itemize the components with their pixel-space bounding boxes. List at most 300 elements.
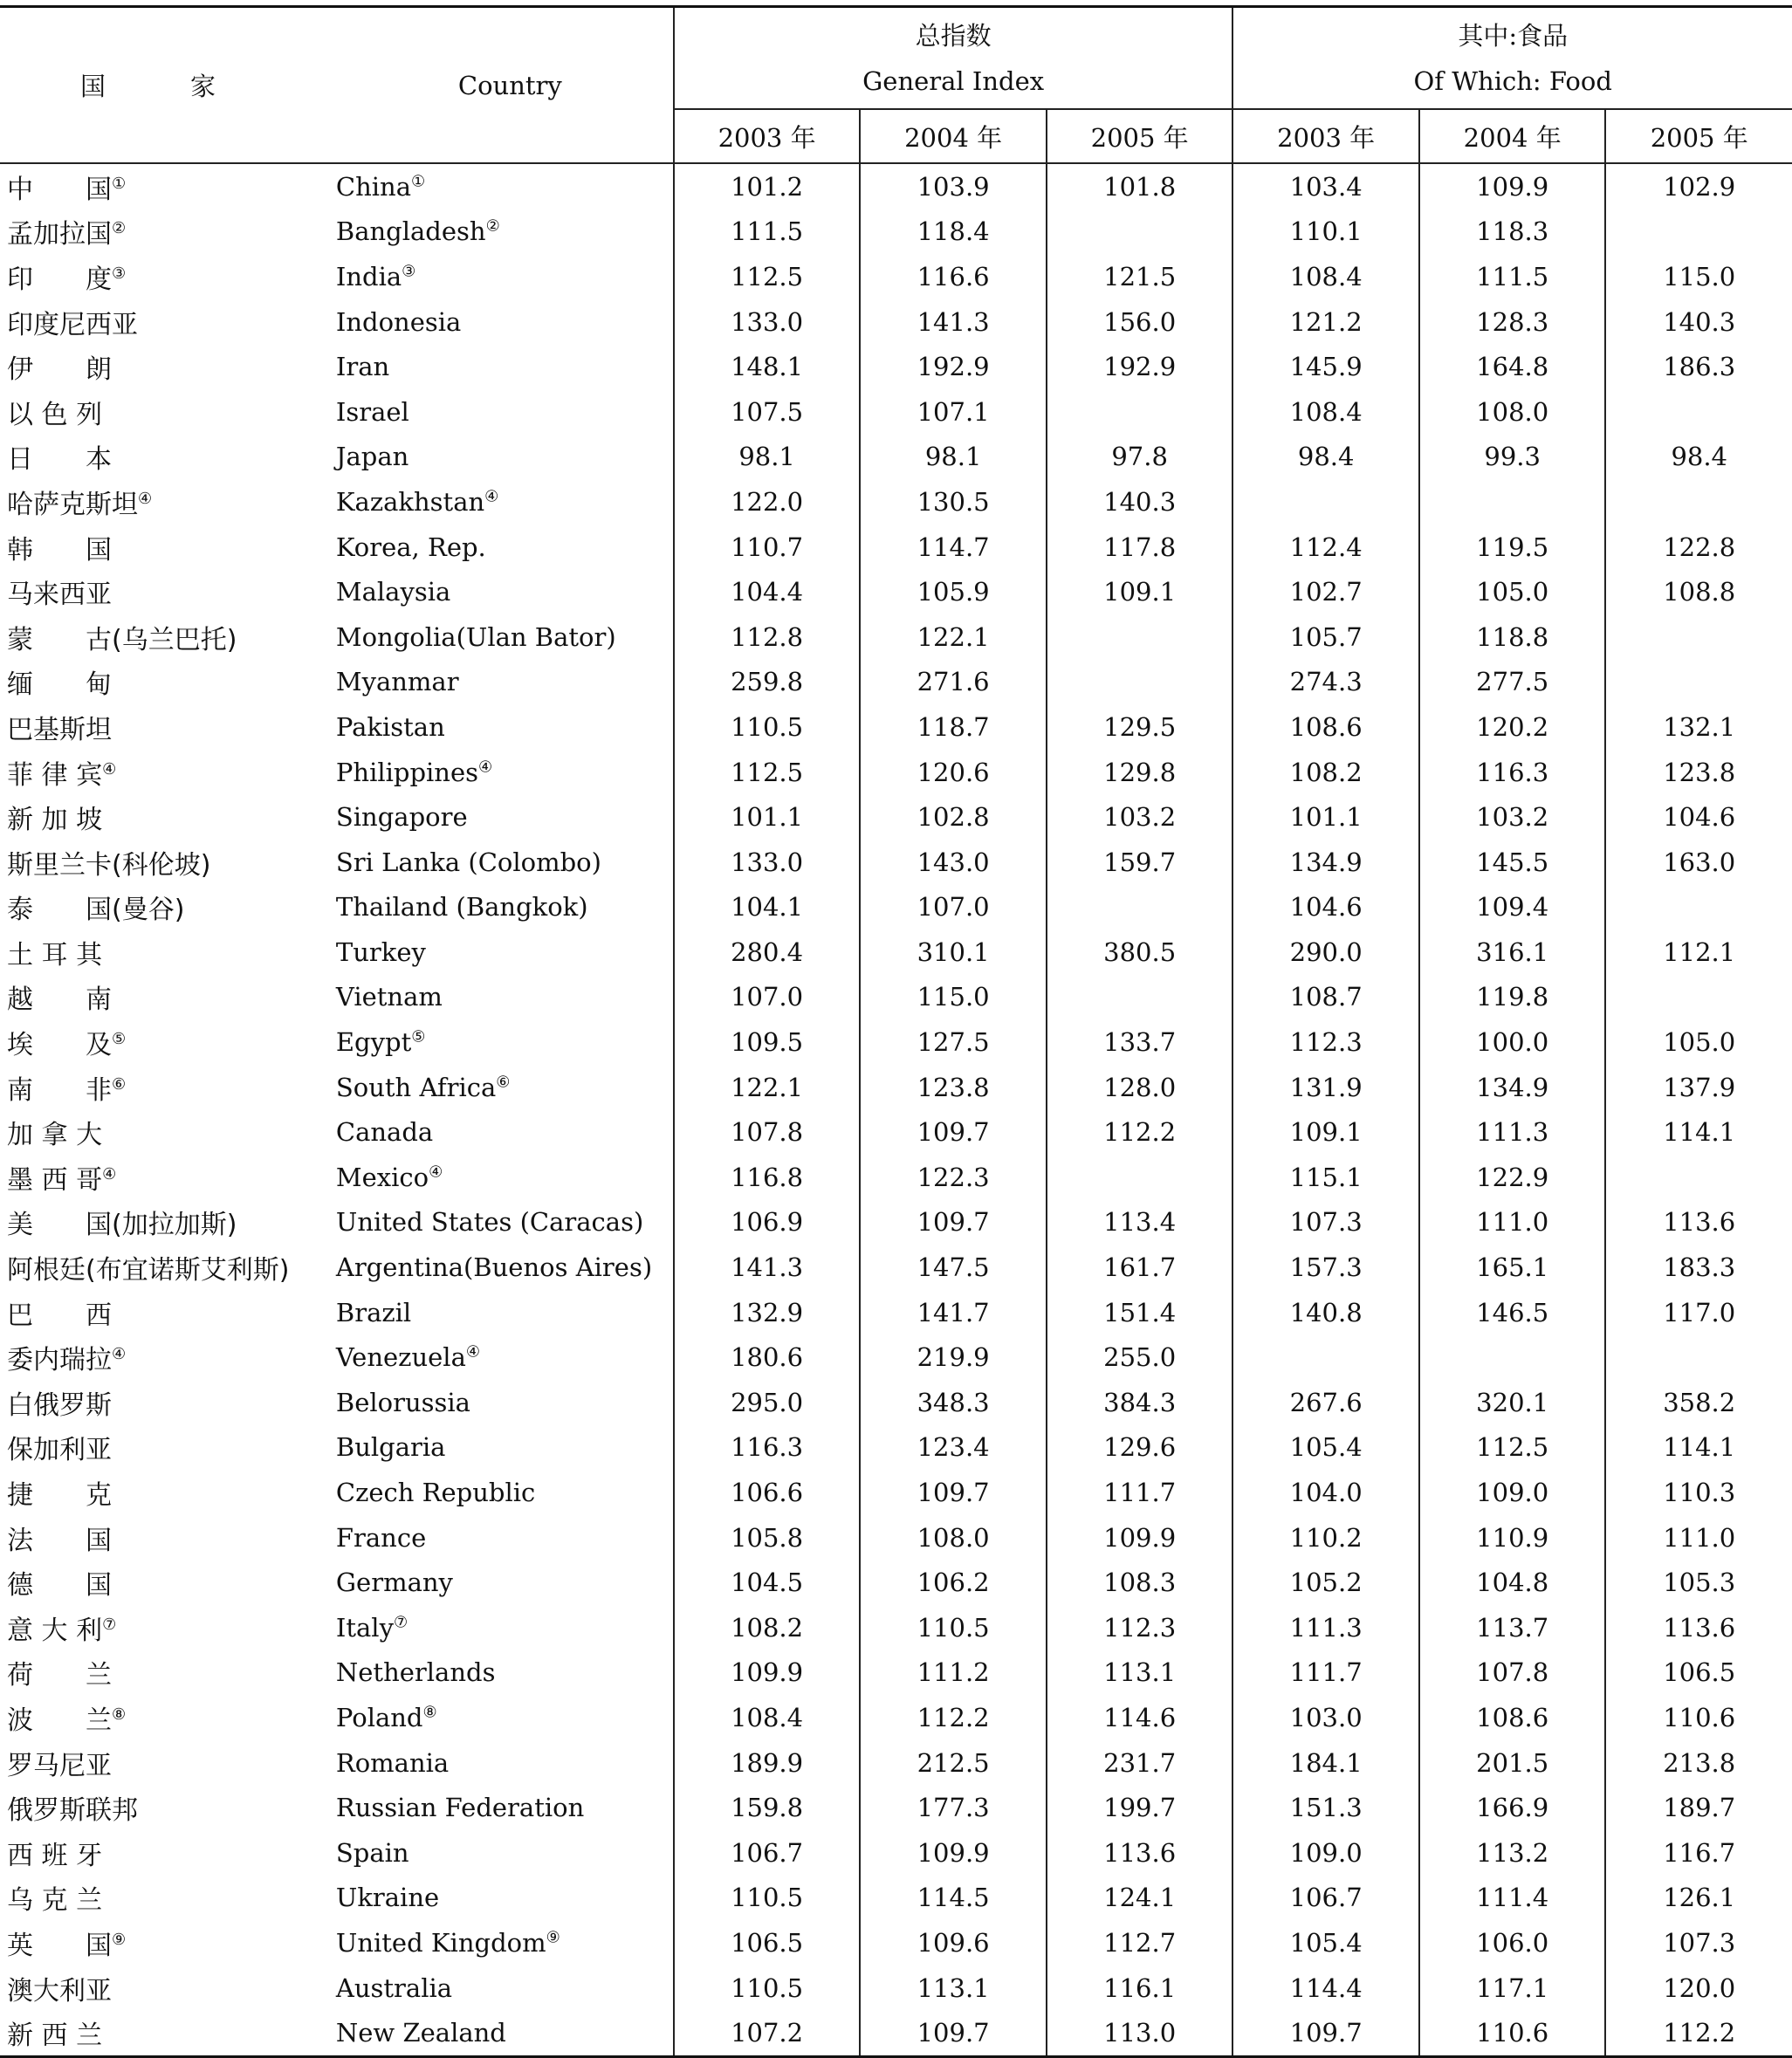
food-index-value: 111.7 xyxy=(1232,1650,1419,1696)
food-index-value: 113.6 xyxy=(1605,1605,1792,1650)
general-index-value: 118.7 xyxy=(860,704,1047,750)
general-index-value: 114.7 xyxy=(860,525,1047,570)
table-row xyxy=(0,930,1792,975)
food-index-value: 108.2 xyxy=(1232,750,1419,795)
general-index-value: 106.2 xyxy=(860,1560,1047,1605)
general-index-value: 111.7 xyxy=(1047,1470,1233,1515)
general-index-value: 107.1 xyxy=(860,389,1047,435)
general-index-value: 124.1 xyxy=(1047,1876,1233,1921)
country-name-cn xyxy=(0,704,326,750)
country-name-cn xyxy=(0,1650,326,1696)
general-index-value: 192.9 xyxy=(860,344,1047,389)
country-name-en-text: Romania xyxy=(335,1747,450,1778)
country-name-cn xyxy=(0,1605,326,1650)
food-index-value: 201.5 xyxy=(1419,1740,1606,1786)
country-name-cn xyxy=(0,1155,326,1200)
general-index-value: 110.7 xyxy=(674,525,861,570)
general-index-value: 280.4 xyxy=(674,930,861,975)
food-index-value: 151.3 xyxy=(1232,1785,1419,1830)
footnote-marker: ⑨ xyxy=(546,1928,560,1947)
country-name-en xyxy=(326,299,674,345)
footnote-marker: ⑧ xyxy=(422,1703,437,1722)
country-name-en xyxy=(326,1155,674,1200)
table-row xyxy=(0,1560,1792,1605)
general-index-header xyxy=(674,7,1233,110)
food-index-value: 113.2 xyxy=(1419,1830,1606,1876)
general-index-value: 212.5 xyxy=(860,1740,1047,1786)
general-index-value: 103.9 xyxy=(860,163,1047,209)
food-index-value: 145.9 xyxy=(1232,344,1419,389)
general-index-value: 112.7 xyxy=(1047,1920,1233,1965)
general-index-value: 219.9 xyxy=(860,1334,1047,1380)
table-row xyxy=(0,163,1792,209)
general-index-value: 122.0 xyxy=(674,479,861,525)
general-index-value: 97.8 xyxy=(1047,435,1233,480)
general-index-value: 107.2 xyxy=(674,2010,861,2056)
general-index-value: 140.3 xyxy=(1047,479,1233,525)
food-index-value: 131.9 xyxy=(1232,1065,1419,1110)
food-index-value: 137.9 xyxy=(1605,1065,1792,1110)
country-name-en xyxy=(326,569,674,614)
food-index-value: 104.8 xyxy=(1419,1560,1606,1605)
year-header: 2005 年 xyxy=(1605,109,1792,163)
country-name-cn xyxy=(0,1425,326,1471)
general-index-value: 109.7 xyxy=(860,1109,1047,1155)
country-name-en xyxy=(326,479,674,525)
footnote-marker: ④ xyxy=(484,487,499,506)
food-index-value xyxy=(1605,660,1792,705)
country-name-en xyxy=(326,930,674,975)
food-index-value: 109.9 xyxy=(1419,163,1606,209)
food-index-value: 105.3 xyxy=(1605,1560,1792,1605)
country-en-header: Country xyxy=(326,7,674,164)
food-index-value: 105.4 xyxy=(1232,1920,1419,1965)
general-index-value: 133.0 xyxy=(674,299,861,345)
food-index-value: 120.0 xyxy=(1605,1965,1792,2011)
country-name-cn xyxy=(0,1290,326,1335)
food-index-value: 115.1 xyxy=(1232,1155,1419,1200)
food-index-value: 166.9 xyxy=(1419,1785,1606,1830)
country-name-cn-text: 澳大利亚 xyxy=(7,1975,112,2007)
table-row xyxy=(0,885,1792,930)
food-index-value: 122.9 xyxy=(1419,1155,1606,1200)
general-index-value: 109.9 xyxy=(1047,1515,1233,1561)
general-index-value: 116.6 xyxy=(860,254,1047,299)
general-index-value: 151.4 xyxy=(1047,1290,1233,1335)
table-row xyxy=(0,1876,1792,1921)
general-index-value: 143.0 xyxy=(860,840,1047,885)
country-name-cn xyxy=(0,299,326,345)
table-row xyxy=(0,299,1792,345)
country-name-cn xyxy=(0,1695,326,1740)
country-name-cn xyxy=(0,750,326,795)
table-header xyxy=(0,7,1792,164)
general-index-value: 159.7 xyxy=(1047,840,1233,885)
food-index-value: 98.4 xyxy=(1605,435,1792,480)
general-index-value: 108.0 xyxy=(860,1515,1047,1561)
country-name-en-text: Bangladesh xyxy=(335,216,486,247)
country-name-cn-text: 孟加拉国 xyxy=(7,219,112,250)
footnote-marker: ④ xyxy=(102,1164,117,1183)
general-index-value: 156.0 xyxy=(1047,299,1233,345)
food-index-value: 103.4 xyxy=(1232,163,1419,209)
general-index-value: 116.1 xyxy=(1047,1965,1233,2011)
food-index-value: 108.4 xyxy=(1232,389,1419,435)
food-index-value: 115.0 xyxy=(1605,254,1792,299)
country-name-cn-text: 土 耳 其 xyxy=(7,939,103,971)
general-index-value: 113.6 xyxy=(1047,1830,1233,1876)
country-name-cn xyxy=(0,975,326,1020)
food-index-value: 145.5 xyxy=(1419,840,1606,885)
general-index-value: 106.5 xyxy=(674,1920,861,1965)
general-index-value: 112.5 xyxy=(674,254,861,299)
country-name-en xyxy=(326,1695,674,1740)
general-index-value xyxy=(1047,885,1233,930)
country-name-en xyxy=(326,254,674,299)
table-row xyxy=(0,1650,1792,1696)
country-name-en-text: Pakistan xyxy=(335,711,445,742)
table-row xyxy=(0,1334,1792,1380)
general-index-value: 107.0 xyxy=(674,975,861,1020)
food-index-value: 112.2 xyxy=(1605,2010,1792,2056)
footnote-marker: ⑨ xyxy=(112,1930,127,1949)
general-index-value: 310.1 xyxy=(860,930,1047,975)
table-row xyxy=(0,1245,1792,1290)
general-index-value: 141.3 xyxy=(860,299,1047,345)
food-index-value: 106.0 xyxy=(1419,1920,1606,1965)
general-index-value: 107.0 xyxy=(860,885,1047,930)
general-index-value: 111.2 xyxy=(860,1650,1047,1696)
food-index-value: 183.3 xyxy=(1605,1245,1792,1290)
table-row xyxy=(0,525,1792,570)
food-index-value: 114.1 xyxy=(1605,1109,1792,1155)
country-name-cn-text: 西 班 牙 xyxy=(7,1840,103,1871)
country-name-cn xyxy=(0,254,326,299)
food-index-value: 98.4 xyxy=(1232,435,1419,480)
general-index-value: 180.6 xyxy=(674,1334,861,1380)
country-name-cn xyxy=(0,2010,326,2056)
food-index-value: 110.6 xyxy=(1419,2010,1606,2056)
general-index-value: 105.8 xyxy=(674,1515,861,1561)
food-index-value xyxy=(1232,1334,1419,1380)
country-name-en-text: Poland xyxy=(335,1702,423,1732)
country-name-cn-text: 加 拿 大 xyxy=(7,1120,103,1151)
country-name-en xyxy=(326,840,674,885)
food-index-value: 104.6 xyxy=(1232,885,1419,930)
country-name-en-text: India xyxy=(335,261,402,292)
general-index-value: 271.6 xyxy=(860,660,1047,705)
country-name-cn xyxy=(0,614,326,660)
country-name-en-text: Bulgaria xyxy=(335,1432,446,1463)
footnote-marker: ④ xyxy=(112,1345,127,1364)
general-index-value: 121.5 xyxy=(1047,254,1233,299)
country-name-en xyxy=(326,1380,674,1425)
table-row xyxy=(0,209,1792,255)
footnote-marker: ④ xyxy=(102,759,117,779)
country-name-en xyxy=(326,1650,674,1696)
general-index-value: 161.7 xyxy=(1047,1245,1233,1290)
table-row xyxy=(0,1695,1792,1740)
general-index-value: 115.0 xyxy=(860,975,1047,1020)
country-name-en-text: Myanmar xyxy=(335,667,459,697)
country-name-cn-text: 阿根廷(布宜诺斯艾利斯) xyxy=(7,1255,290,1286)
food-index-value: 186.3 xyxy=(1605,344,1792,389)
food-index-value xyxy=(1419,1334,1606,1380)
food-index-value: 112.4 xyxy=(1232,525,1419,570)
food-index-value: 316.1 xyxy=(1419,930,1606,975)
general-index-value: 110.5 xyxy=(860,1605,1047,1650)
food-index-value: 277.5 xyxy=(1419,660,1606,705)
general-index-value: 104.4 xyxy=(674,569,861,614)
footnote-marker: ① xyxy=(112,174,127,193)
country-name-cn-text: 蒙 古(乌兰巴托) xyxy=(7,624,237,655)
food-index-value: 111.0 xyxy=(1605,1515,1792,1561)
general-index-value: 107.8 xyxy=(674,1109,861,1155)
general-index-value: 109.7 xyxy=(860,1470,1047,1515)
food-index-value: 109.4 xyxy=(1419,885,1606,930)
table-row xyxy=(0,1740,1792,1786)
country-name-en xyxy=(326,344,674,389)
table-row xyxy=(0,344,1792,389)
footnote-marker: ④ xyxy=(465,1342,480,1362)
general-index-value: 120.6 xyxy=(860,750,1047,795)
country-name-en-text: Singapore xyxy=(335,802,468,833)
country-name-en-text: Ukraine xyxy=(335,1883,440,1913)
country-name-en xyxy=(326,1605,674,1650)
footnote-marker: ② xyxy=(485,216,500,236)
country-name-cn-text: 法 国 xyxy=(7,1525,112,1556)
country-name-cn xyxy=(0,525,326,570)
country-name-en xyxy=(326,525,674,570)
general-index-value: 101.8 xyxy=(1047,163,1233,209)
food-index-value: 111.3 xyxy=(1232,1605,1419,1650)
country-name-cn-text: 白俄罗斯 xyxy=(7,1389,112,1421)
food-index-value: 109.0 xyxy=(1232,1830,1419,1876)
country-name-cn-text: 中 国 xyxy=(7,174,112,205)
food-index-value: 105.4 xyxy=(1232,1425,1419,1471)
food-index-value: 189.7 xyxy=(1605,1785,1792,1830)
food-index-value: 107.3 xyxy=(1232,1200,1419,1245)
country-name-cn-text: 印 度 xyxy=(7,264,112,295)
general-index-en: General Index xyxy=(862,65,1045,96)
country-name-en xyxy=(326,389,674,435)
general-index-value: 101.1 xyxy=(674,794,861,840)
general-index-value: 104.1 xyxy=(674,885,861,930)
food-index-value: 116.3 xyxy=(1419,750,1606,795)
general-index-value: 231.7 xyxy=(1047,1740,1233,1786)
general-index-value: 129.5 xyxy=(1047,704,1233,750)
general-index-value: 189.9 xyxy=(674,1740,861,1786)
food-index-value: 119.5 xyxy=(1419,525,1606,570)
country-name-en xyxy=(326,1019,674,1065)
food-index-value xyxy=(1605,975,1792,1020)
general-index-value: 128.0 xyxy=(1047,1065,1233,1110)
table-row xyxy=(0,1065,1792,1110)
country-name-cn-text: 捷 克 xyxy=(7,1480,112,1512)
food-index-value: 109.7 xyxy=(1232,2010,1419,2056)
general-index-value: 104.5 xyxy=(674,1560,861,1605)
food-index-value xyxy=(1605,479,1792,525)
table-row xyxy=(0,1019,1792,1065)
country-name-en-text: Japan xyxy=(335,442,409,472)
general-index-value: 108.3 xyxy=(1047,1560,1233,1605)
table-row xyxy=(0,794,1792,840)
country-name-cn-text: 意 大 利 xyxy=(7,1615,103,1646)
country-name-cn-text: 越 南 xyxy=(7,984,112,1016)
year-header: 2004 年 xyxy=(860,109,1047,163)
food-index-value: 100.0 xyxy=(1419,1019,1606,1065)
country-name-en-text: Egypt xyxy=(335,1027,412,1058)
country-name-en xyxy=(326,209,674,255)
table-row xyxy=(0,704,1792,750)
footnote-marker: ③ xyxy=(402,262,416,281)
food-index-value: 117.1 xyxy=(1419,1965,1606,2011)
country-name-en xyxy=(326,975,674,1020)
table-row xyxy=(0,569,1792,614)
country-name-en xyxy=(326,704,674,750)
general-index-value: 123.8 xyxy=(860,1065,1047,1110)
table-row xyxy=(0,1605,1792,1650)
country-name-cn-text: 日 本 xyxy=(7,444,112,476)
food-index-value: 110.2 xyxy=(1232,1515,1419,1561)
food-index-value: 290.0 xyxy=(1232,930,1419,975)
food-index-value: 111.0 xyxy=(1419,1200,1606,1245)
country-name-en-text: Russian Federation xyxy=(335,1793,585,1823)
food-index-value: 109.1 xyxy=(1232,1109,1419,1155)
food-index-value xyxy=(1605,209,1792,255)
general-index-value: 122.3 xyxy=(860,1155,1047,1200)
food-index-value: 106.7 xyxy=(1232,1876,1419,1921)
food-index-value: 102.7 xyxy=(1232,569,1419,614)
country-name-cn xyxy=(0,569,326,614)
food-index-value: 118.8 xyxy=(1419,614,1606,660)
food-index-value: 108.0 xyxy=(1419,389,1606,435)
country-name-en-text: Italy xyxy=(335,1612,394,1643)
general-index-value: 109.7 xyxy=(860,1200,1047,1245)
country-name-cn xyxy=(0,389,326,435)
country-name-en-text: Netherlands xyxy=(335,1657,496,1688)
general-index-value: 348.3 xyxy=(860,1380,1047,1425)
table-row xyxy=(0,1109,1792,1155)
country-name-en-text: China xyxy=(335,171,411,202)
country-name-en xyxy=(326,1065,674,1110)
country-name-en xyxy=(326,614,674,660)
general-index-value xyxy=(1047,209,1233,255)
country-name-cn-text: 埃 及 xyxy=(7,1030,112,1061)
footnote-marker: ④ xyxy=(138,489,153,508)
country-name-cn xyxy=(0,1560,326,1605)
general-index-cn: 总指数 xyxy=(915,20,992,51)
table-row xyxy=(0,1965,1792,2011)
country-name-cn xyxy=(0,660,326,705)
country-name-cn xyxy=(0,163,326,209)
general-index-value xyxy=(1047,975,1233,1020)
table-row xyxy=(0,1200,1792,1245)
food-index-value: 107.3 xyxy=(1605,1920,1792,1965)
general-index-value: 192.9 xyxy=(1047,344,1233,389)
general-index-value: 116.3 xyxy=(674,1425,861,1471)
food-index-value: 102.9 xyxy=(1605,163,1792,209)
footnote-marker: ③ xyxy=(112,264,127,283)
general-index-value: 98.1 xyxy=(674,435,861,480)
food-index-value: 123.8 xyxy=(1605,750,1792,795)
general-index-value: 122.1 xyxy=(674,1065,861,1110)
country-name-cn-text: 美 国(加拉加斯) xyxy=(7,1210,237,1241)
country-name-cn-text: 巴基斯坦 xyxy=(7,714,112,745)
general-index-value: 109.6 xyxy=(860,1920,1047,1965)
food-index-value: 108.7 xyxy=(1232,975,1419,1020)
table-row xyxy=(0,1425,1792,1471)
general-index-value: 102.8 xyxy=(860,794,1047,840)
general-index-value: 113.0 xyxy=(1047,2010,1233,2056)
table-row xyxy=(0,1785,1792,1830)
general-index-value: 113.4 xyxy=(1047,1200,1233,1245)
country-name-en-text: Brazil xyxy=(335,1297,412,1327)
food-index-value: 112.3 xyxy=(1232,1019,1419,1065)
food-index-value: 165.1 xyxy=(1419,1245,1606,1290)
country-name-cn-text: 泰 国(曼谷) xyxy=(7,895,185,926)
general-index-value xyxy=(1047,1155,1233,1200)
country-name-cn xyxy=(0,1876,326,1921)
food-index-value: 105.7 xyxy=(1232,614,1419,660)
table-body xyxy=(0,163,1792,2056)
table-row xyxy=(0,389,1792,435)
general-index-value: 112.2 xyxy=(860,1695,1047,1740)
country-name-en xyxy=(326,1200,674,1245)
footnote-marker: ⑧ xyxy=(112,1705,127,1724)
food-index-value: 108.8 xyxy=(1605,569,1792,614)
country-name-cn-text: 马来西亚 xyxy=(7,580,112,611)
country-name-cn xyxy=(0,794,326,840)
food-index-value: 107.8 xyxy=(1419,1650,1606,1696)
country-name-en-text: Thailand (Bangkok) xyxy=(335,892,588,923)
country-name-en-text: Mongolia(Ulan Bator) xyxy=(335,621,616,652)
general-index-value: 295.0 xyxy=(674,1380,861,1425)
general-index-value: 114.5 xyxy=(860,1876,1047,1921)
footnote-marker: ② xyxy=(112,219,127,238)
country-name-en xyxy=(326,2010,674,2056)
general-index-value: 106.7 xyxy=(674,1830,861,1876)
country-name-cn xyxy=(0,1470,326,1515)
food-index-value: 109.0 xyxy=(1419,1470,1606,1515)
general-index-value: 148.1 xyxy=(674,344,861,389)
country-name-cn-text: 伊 朗 xyxy=(7,354,112,386)
country-name-cn xyxy=(0,1920,326,1965)
country-name-cn-text: 罗马尼亚 xyxy=(7,1750,112,1781)
general-index-value: 108.4 xyxy=(674,1695,861,1740)
food-index-value: 103.0 xyxy=(1232,1695,1419,1740)
footnote-marker: ⑥ xyxy=(112,1074,127,1094)
country-name-cn-text: 韩 国 xyxy=(7,534,112,566)
food-index-value: 358.2 xyxy=(1605,1380,1792,1425)
country-name-en xyxy=(326,1245,674,1290)
general-index-value: 127.5 xyxy=(860,1019,1047,1065)
food-index-value: 274.3 xyxy=(1232,660,1419,705)
table-row xyxy=(0,254,1792,299)
general-index-value: 109.5 xyxy=(674,1019,861,1065)
country-name-en-text: Indonesia xyxy=(335,306,462,337)
food-index-value: 117.0 xyxy=(1605,1290,1792,1335)
food-index-value xyxy=(1605,1155,1792,1200)
table-row xyxy=(0,1290,1792,1335)
country-name-en-text: Philippines xyxy=(335,757,479,787)
general-index-value: 141.3 xyxy=(674,1245,861,1290)
year-header: 2005 年 xyxy=(1047,109,1233,163)
general-index-value: 108.2 xyxy=(674,1605,861,1650)
food-index-value: 114.1 xyxy=(1605,1425,1792,1471)
general-index-value: 107.5 xyxy=(674,389,861,435)
food-index-value: 110.3 xyxy=(1605,1470,1792,1515)
